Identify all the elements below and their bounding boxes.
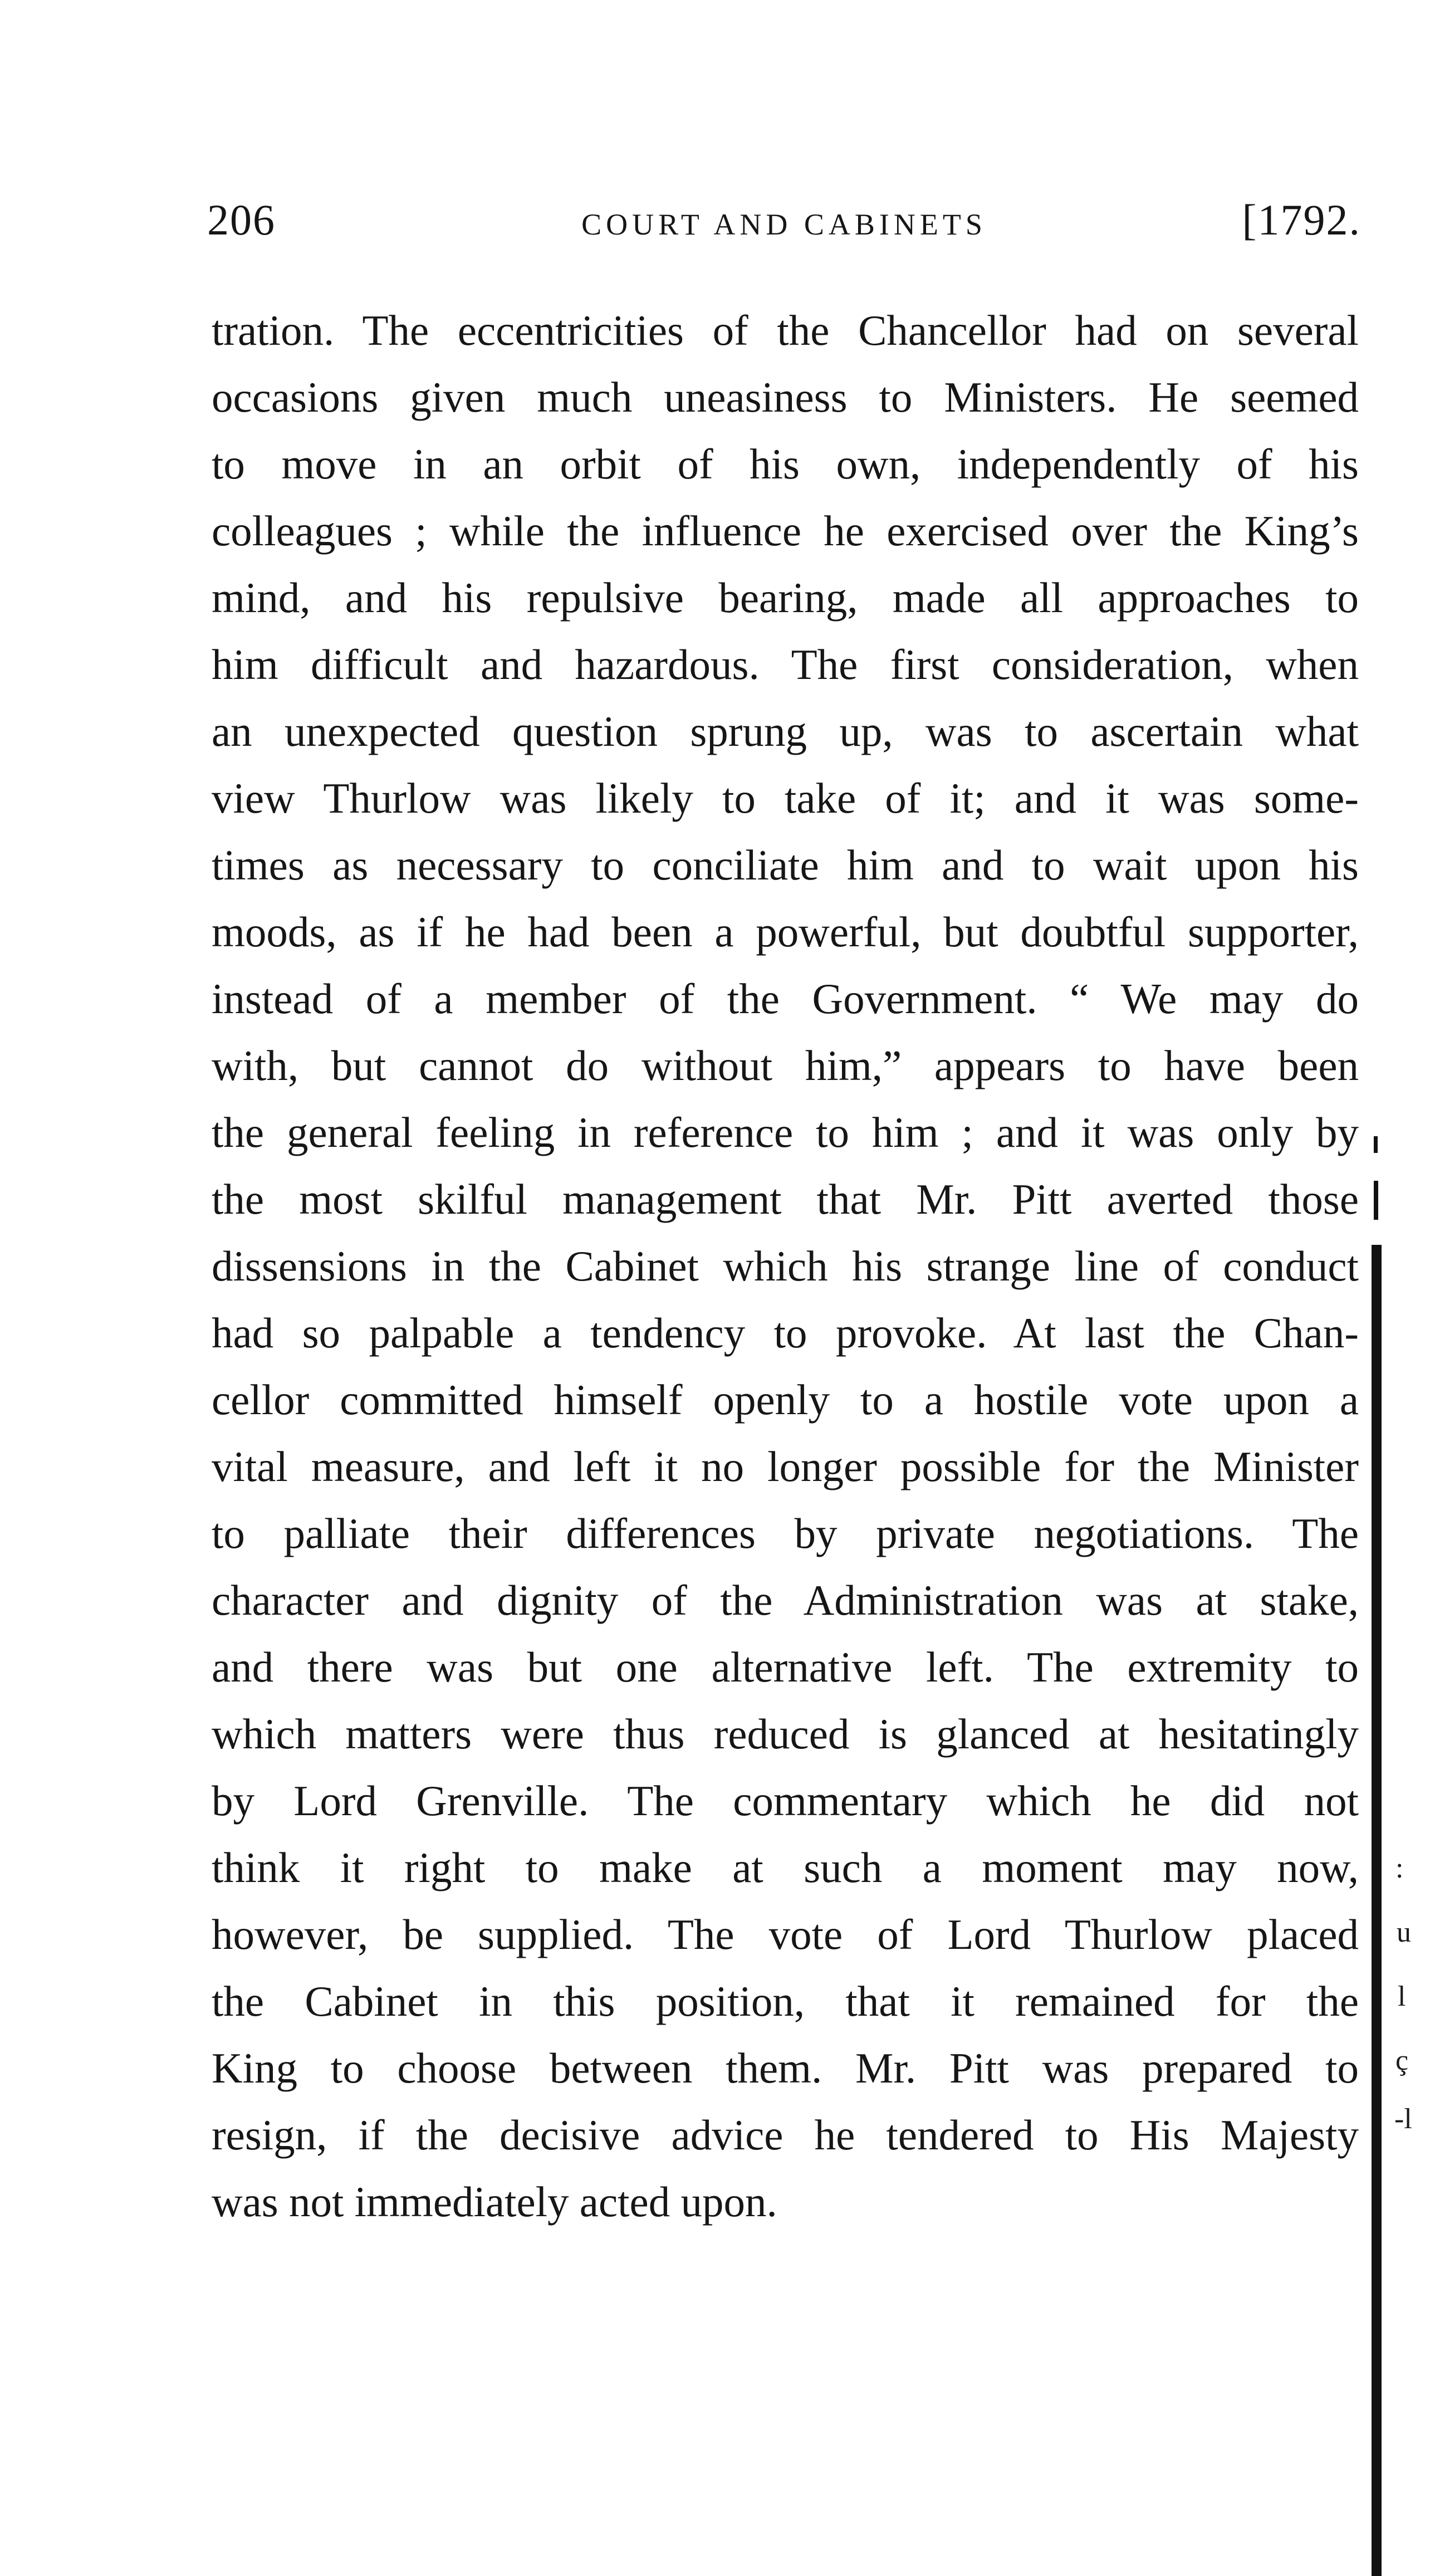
- running-head: [207, 189, 1361, 251]
- bleed-through-mark: u: [1397, 1917, 1411, 1948]
- text-line: tration. The eccentricities of the Chancellor had on several: [212, 306, 1359, 354]
- text-line: King to choose between them. Mr. Pitt was prepared to: [212, 2044, 1359, 2092]
- bleed-through-mark: ç: [1395, 2045, 1409, 2076]
- text-line: dissensions in the Cabinet which his strange line of conduct: [212, 1242, 1359, 1290]
- running-title: COURT AND CABINETS: [581, 208, 987, 241]
- text-line: moods, as if he had been a powerful, but doubtful supporter,: [212, 908, 1359, 956]
- text-line: an unexpected question sprung up, was to ascertain what: [212, 707, 1359, 755]
- text-line: cellor committed himself openly to a hostile vote upon a: [212, 1376, 1359, 1424]
- page-edge-tick: [1374, 1136, 1378, 1153]
- bleed-through-mark: l: [1398, 1981, 1406, 2012]
- text-line: him difficult and hazardous. The first consideration, when: [212, 641, 1359, 688]
- bleed-through-mark: :: [1395, 1852, 1404, 1884]
- text-line: to move in an orbit of his own, independently of his: [212, 440, 1359, 488]
- text-line: by Lord Grenville. The commentary which he did not: [212, 1777, 1359, 1825]
- text-line: was not immediately acted upon.: [212, 2178, 777, 2226]
- text-line: and there was but one alternative left. The extremity to: [212, 1643, 1359, 1691]
- text-line: the most skilful management that Mr. Pitt averted those: [212, 1175, 1359, 1223]
- text-line: colleagues ; while the influence he exercised over the King’s: [212, 507, 1359, 555]
- text-line: the Cabinet in this position, that it remained for the: [212, 1977, 1359, 2025]
- text-line: mind, and his repulsive bearing, made all approaches to: [212, 574, 1359, 622]
- text-line: resign, if the decisive advice he tendered to His Majesty: [212, 2111, 1359, 2159]
- text-line: which matters were thus reduced is glanced at hesitatingly: [212, 1710, 1359, 1758]
- text-line: view Thurlow was likely to take of it; and it was some-: [212, 774, 1359, 822]
- text-line: to palliate their differences by private negotiations. The: [212, 1509, 1359, 1557]
- body-paragraph: [212, 297, 1359, 2235]
- text-line: instead of a member of the Government. “ We may do: [212, 975, 1359, 1023]
- page-number: 206: [207, 195, 276, 244]
- bleed-through-mark: -l: [1394, 2103, 1412, 2135]
- text-line: times as necessary to conciliate him and to wait upon his: [212, 841, 1359, 889]
- text-line: the general feeling in reference to him ; and it was only by: [212, 1108, 1359, 1156]
- text-line: occasions given much uneasiness to Ministers. He seemed: [212, 373, 1359, 421]
- text-line: had so palpable a tendency to provoke. At last the Chan-: [212, 1309, 1359, 1357]
- text-line: think it right to make at such a moment may now,: [212, 1844, 1359, 1891]
- page-edge-shadow: [1372, 1245, 1382, 2576]
- text-line: with, but cannot do without him,” appears to have been: [212, 1042, 1359, 1089]
- text-line: however, be supplied. The vote of Lord Thurlow placed: [212, 1910, 1359, 1958]
- running-year: [1792.: [1242, 195, 1361, 244]
- page-edge-tick: [1374, 1181, 1378, 1220]
- text-line: character and dignity of the Administration was at stake,: [212, 1576, 1359, 1624]
- text-line: vital measure, and left it no longer possible for the Minister: [212, 1443, 1359, 1490]
